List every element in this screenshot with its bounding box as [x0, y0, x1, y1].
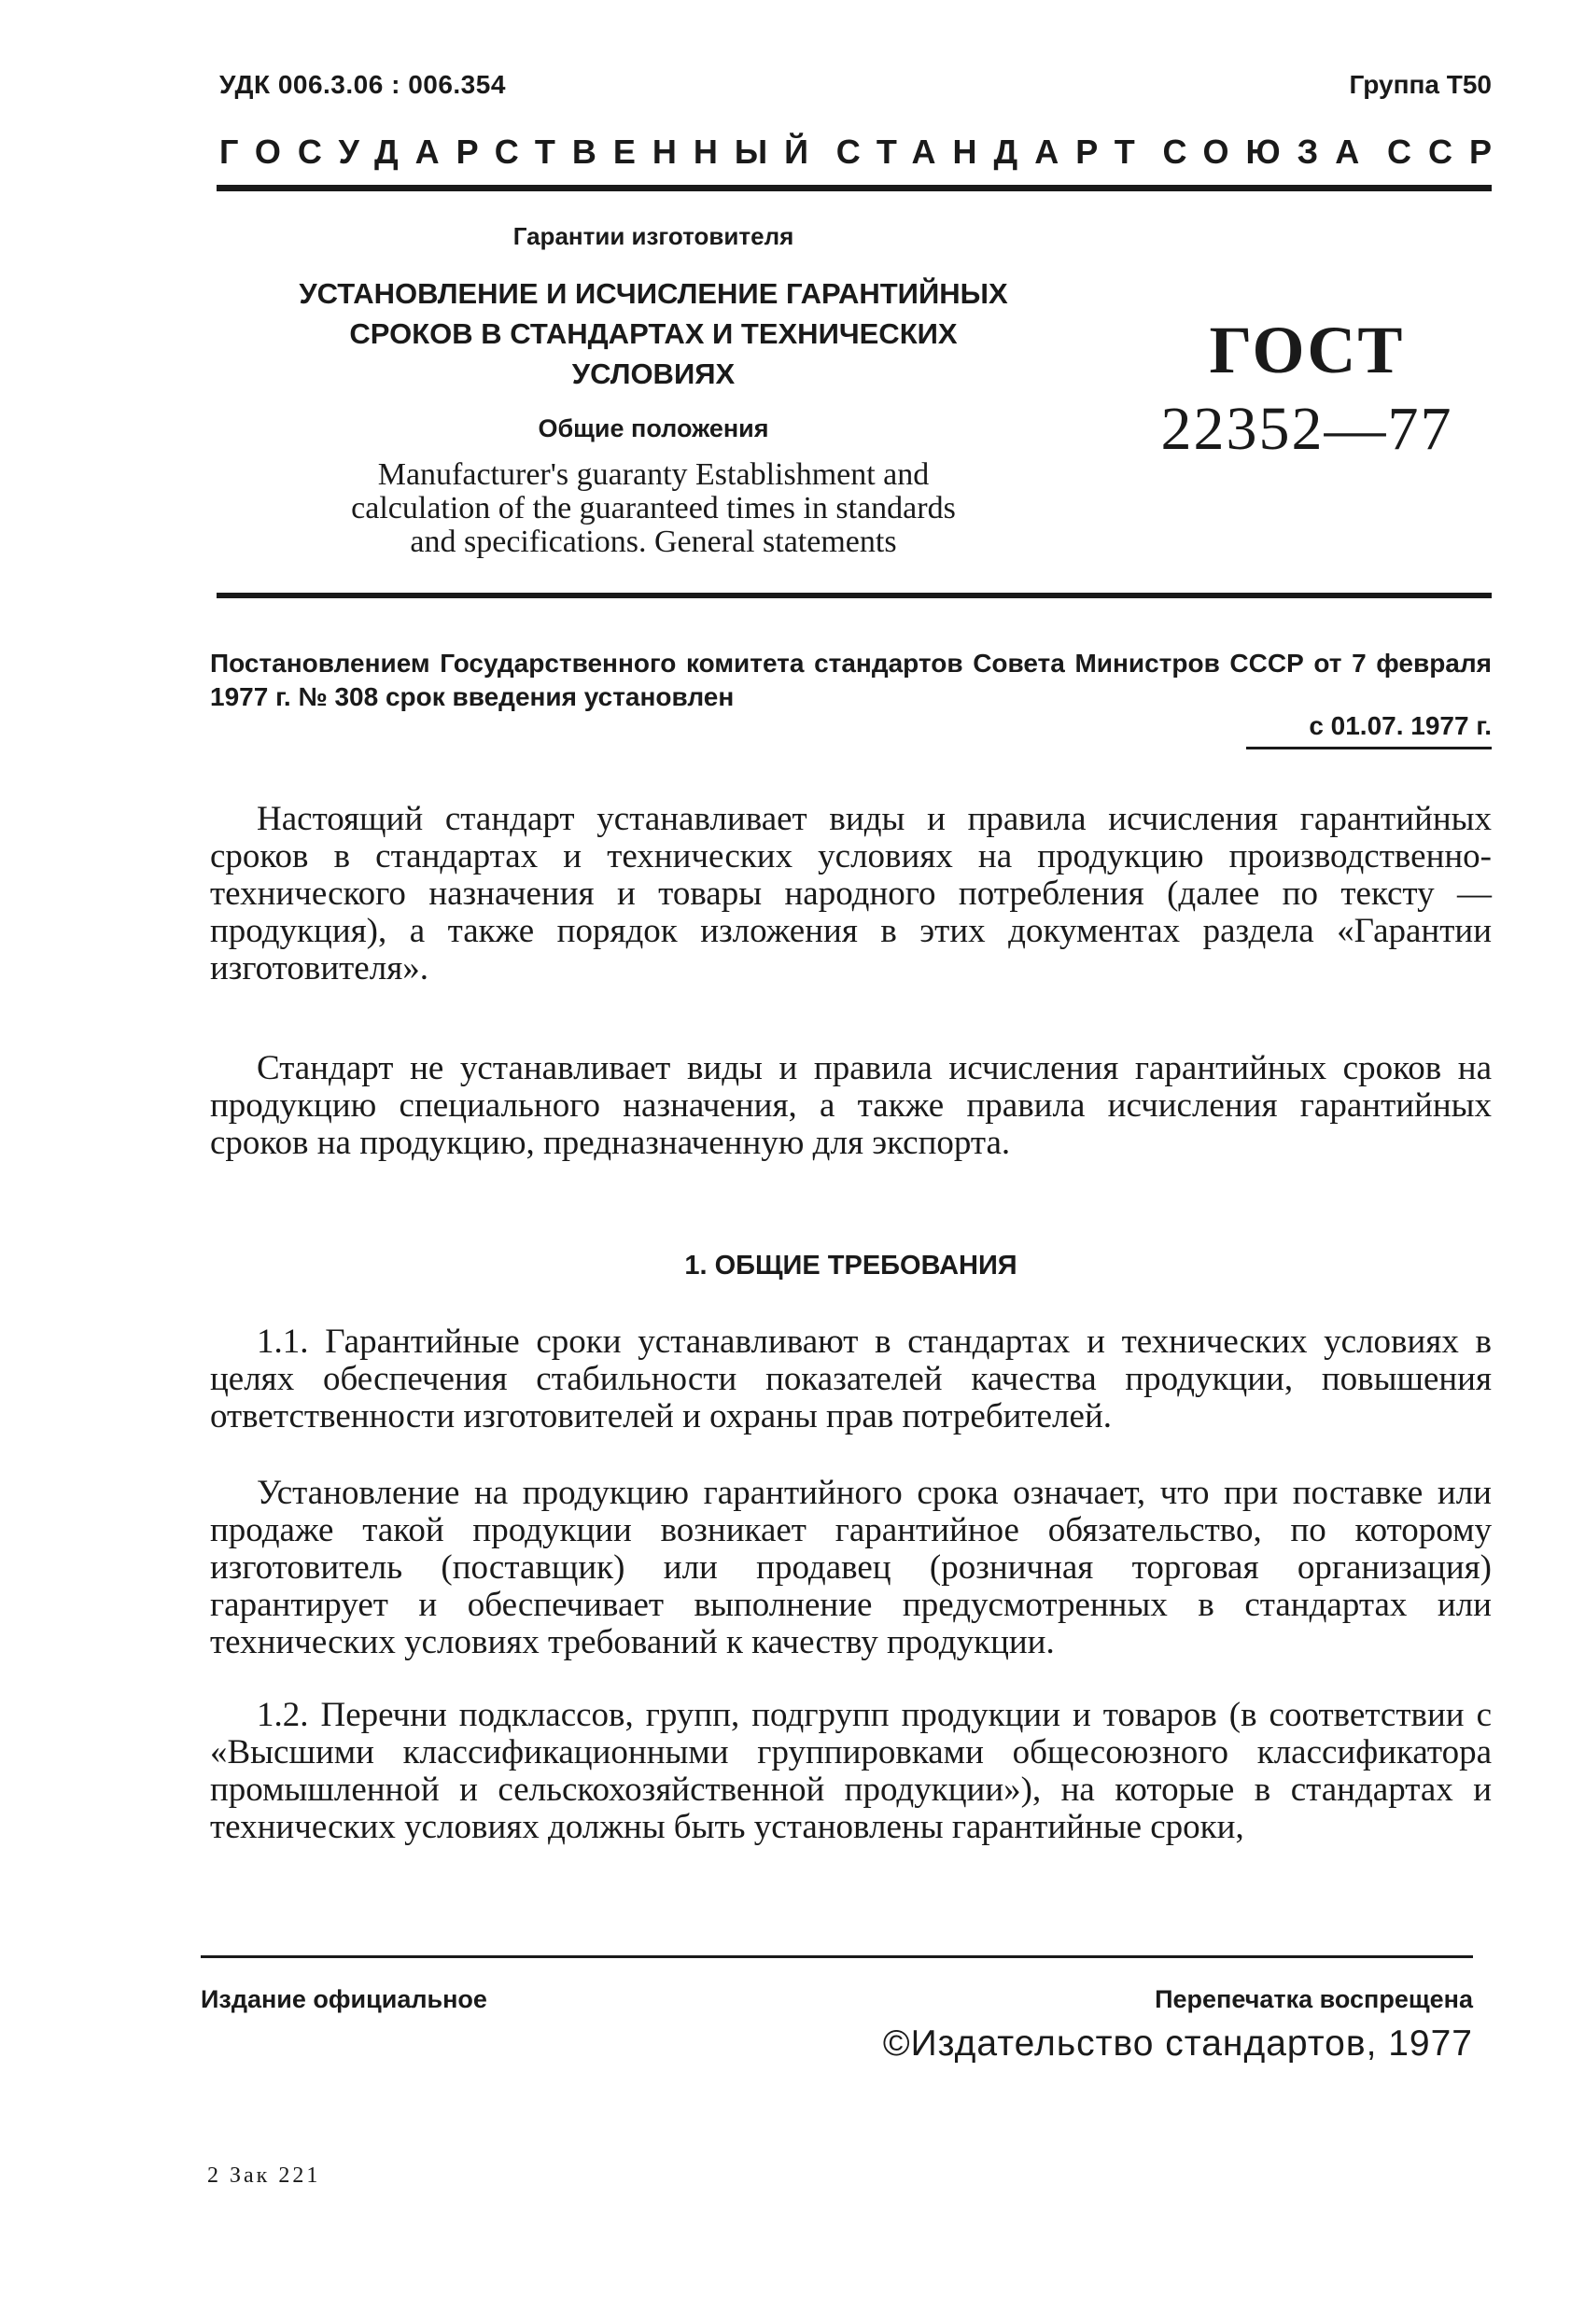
english-line: and specifications. General statements — [410, 525, 897, 559]
official-edition: Издание официальное — [201, 1985, 487, 2013]
subtitle: Общие положения — [538, 414, 769, 442]
section-label: Гарантии изготовителя — [512, 222, 794, 250]
copyright: ©Издательство стандартов, 1977 — [882, 2023, 1473, 2064]
reprint-notice: Перепечатка воспрещена — [1155, 1985, 1473, 2013]
intro-paragraph: Стандарт не устанавливает виды и правила исчисления гарантийных сроков на продукцию специального назначения, а также правила исчисления гарантийных сроков на продукцию, предназначенную для экспорта. — [210, 1049, 1492, 1162]
clause-1-2: 1.2. Перечни подклассов, групп, подгрупп продукции и товаров (в соответствии с «Высшими классификационными группировками общесоюзного классификатора промышленной и сельскохозяйственной продукции»), на которые в стандартах и технических условиях должны быть установлены гарантийные сроки, — [210, 1696, 1492, 1846]
print-order: 2 Зак 221 — [207, 2163, 321, 2188]
footer-rule — [201, 1955, 1473, 1958]
udk-code: УДК 006.3.06 : 006.354 — [219, 70, 506, 99]
effective-date: с 01.07. 1977 г. — [1309, 711, 1492, 740]
banner-word: ГОСУДАРСТВЕННЫЙ — [219, 133, 826, 171]
title-line: УСЛОВИЯХ — [571, 357, 736, 390]
clause-1-1: 1.1. Гарантийные сроки устанавливают в стандартах и технических условиях в целях обеспечения стабильности показателей качества продукции, повышения ответственности изготовителей и охраны прав потребителей. — [210, 1323, 1492, 1435]
section-heading: 1. ОБЩИЕ ТРЕБОВАНИЯ — [684, 1251, 1017, 1281]
clause-1-1-continuation: Установление на продукцию гарантийного срока означает, что при поставке или продаже такой продукции возникает гарантийное обязательство, по которому изготовитель (поставщик) или продавец (розничная торговая организация) гарантирует и обеспечивает выполнение предусмотренных в стандартах или технических условиях требований к качеству продукции. — [210, 1474, 1492, 1661]
title-line: УСТАНОВЛЕНИЕ И ИСЧИСЛЕНИЕ ГАРАНТИЙНЫХ — [299, 277, 1008, 310]
document-title — [219, 273, 1087, 394]
english-line: Manufacturer's guaranty Establishment and — [377, 457, 930, 492]
gost-designation — [1111, 308, 1503, 467]
decree-text: Постановлением Государственного комитета стандартов Совета Министров СССР от 7 февраля 1977 г. № 308 срок введения установлен — [210, 649, 1492, 711]
english-title — [219, 458, 1087, 559]
banner-word: ССР — [1386, 133, 1508, 171]
gost-label: ГОСТ — [1209, 313, 1405, 387]
header-rule — [217, 593, 1492, 598]
title-block — [219, 222, 1087, 559]
gost-number: 22352—77 — [1160, 395, 1453, 463]
english-line: calculation of the guaranteed times in standards — [351, 491, 956, 525]
date-underline — [1246, 747, 1492, 749]
top-rule — [217, 185, 1492, 191]
banner-word: СТАНДАРТ — [835, 133, 1152, 171]
group-code: Группа Т50 — [1349, 70, 1492, 99]
state-standard-banner — [219, 133, 1508, 172]
intro-paragraph: Настоящий стандарт устанавливает виды и правила исчисления гарантийных сроков в стандартах и технических условиях на продукцию производственно-технического назначения и товары народного потребления (далее по тексту — продукция), а также порядок изложения в этих документах раздела «Гарантии изготовителя». — [210, 800, 1492, 987]
title-line: СРОКОВ В СТАНДАРТАХ И ТЕХНИЧЕСКИХ — [349, 317, 958, 350]
banner-word: СОЮЗА — [1162, 133, 1377, 171]
